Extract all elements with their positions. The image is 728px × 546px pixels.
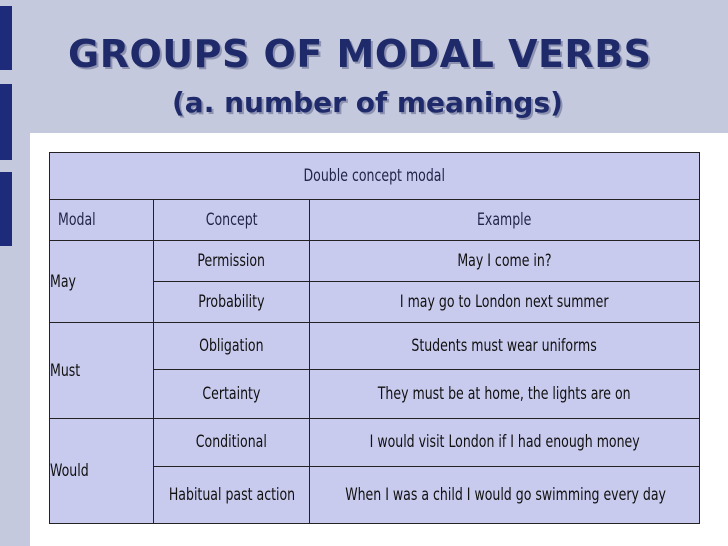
accent-bar-2: [0, 84, 12, 160]
concept-cell: Conditional: [154, 419, 310, 466]
concept-cell: Certainty: [154, 370, 310, 419]
accent-bar-1: [0, 6, 12, 70]
example-cell: May I come in?: [310, 241, 700, 282]
concept-cell: Probability: [154, 282, 310, 323]
column-header-row: [50, 200, 700, 241]
table-row: [50, 419, 700, 466]
table-caption-row: [50, 153, 700, 200]
concept-cell: Habitual past action: [154, 466, 310, 523]
table-caption: Double concept modal: [50, 153, 700, 200]
column-header-example: Example: [310, 200, 700, 241]
accent-bar-3: [0, 172, 12, 246]
concept-cell: Permission: [154, 241, 310, 282]
modal-cell-must: Must: [50, 323, 154, 419]
example-cell: When I was a child I would go swimming every day: [310, 466, 700, 523]
slide-title: GROUPS OF MODAL VERBS: [68, 32, 652, 76]
modal-cell-would: Would: [50, 419, 154, 524]
table-row: [50, 323, 700, 370]
column-header-modal: Modal: [50, 200, 154, 241]
modal-cell-may: May: [50, 241, 154, 323]
example-cell: They must be at home, the lights are on: [310, 370, 700, 419]
concept-cell: Obligation: [154, 323, 310, 370]
modal-verbs-table: [49, 152, 700, 524]
example-cell: I may go to London next summer: [310, 282, 700, 323]
example-cell: Students must wear uniforms: [310, 323, 700, 370]
table-row: [50, 241, 700, 282]
slide-subtitle: (a. number of meanings): [172, 86, 563, 119]
example-cell: I would visit London if I had enough money: [310, 419, 700, 466]
column-header-concept: Concept: [154, 200, 310, 241]
